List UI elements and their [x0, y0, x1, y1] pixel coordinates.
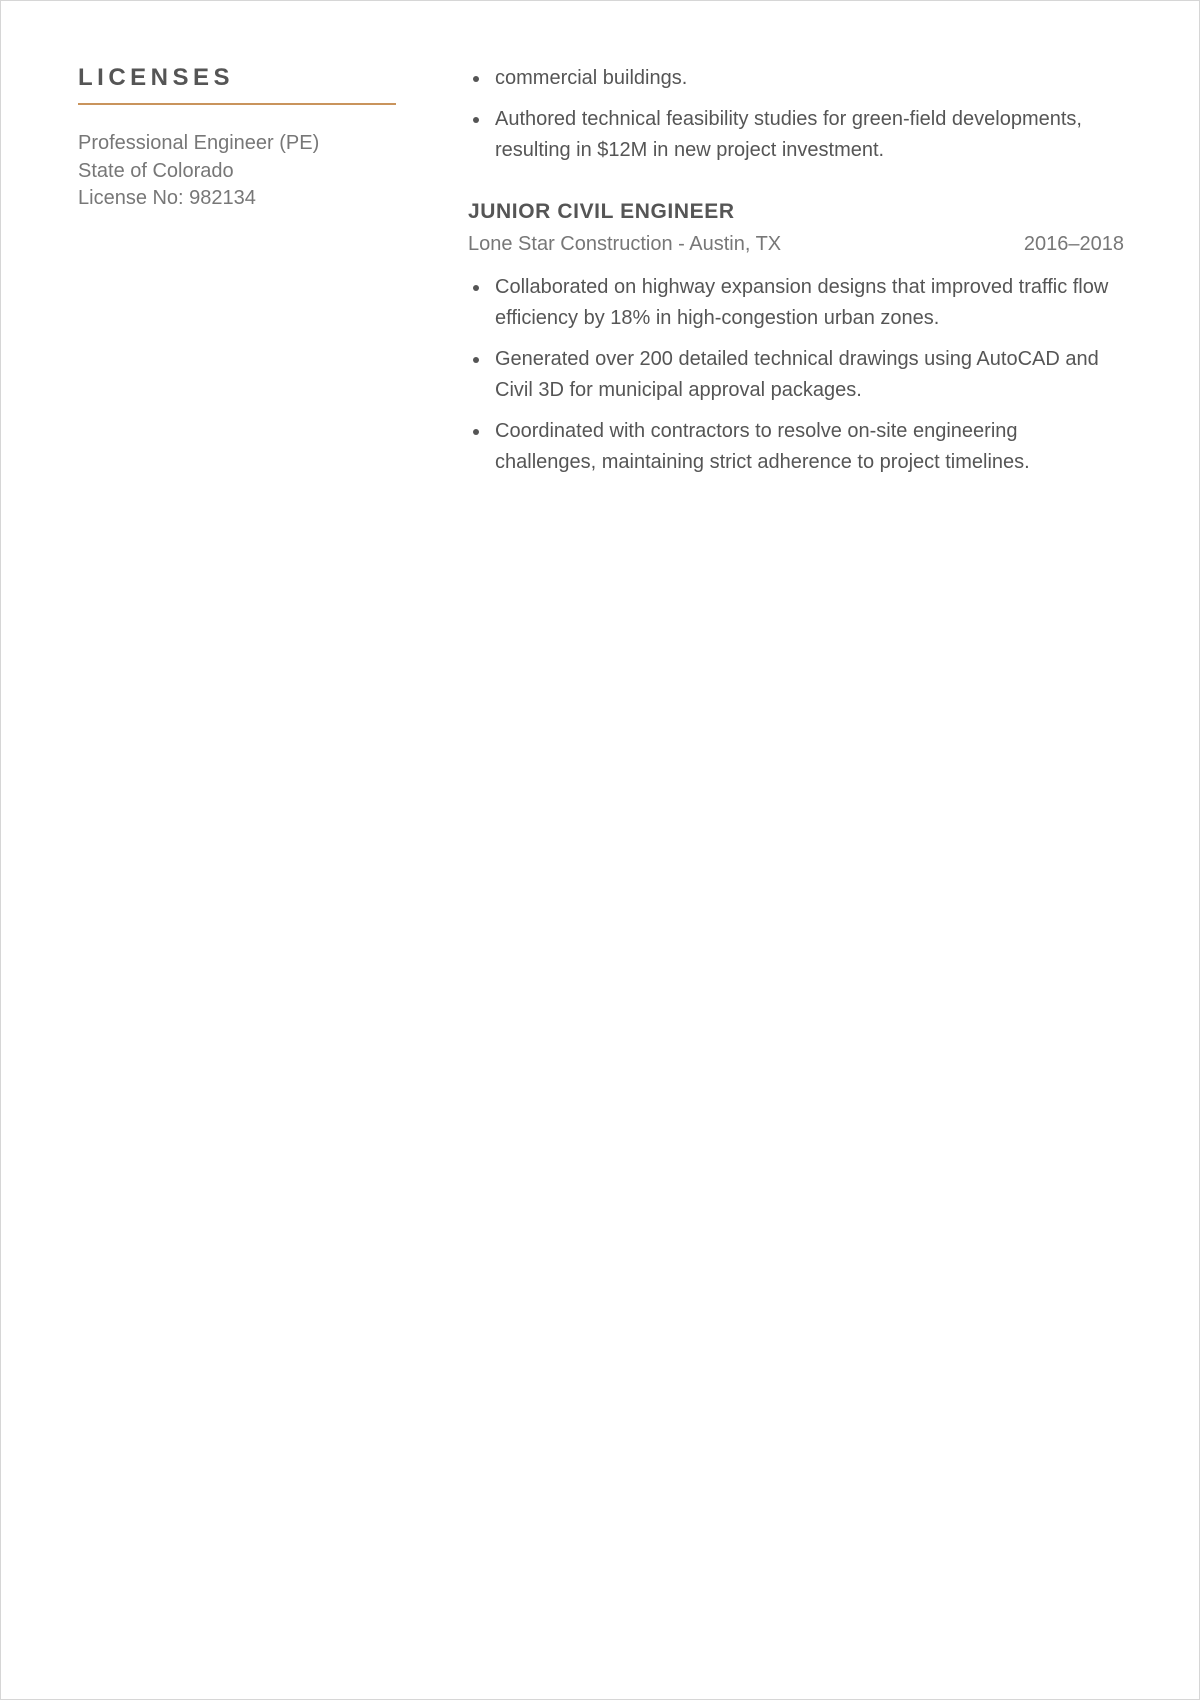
bullet-item [468, 63, 1124, 94]
bullet-text: Collaborated on highway expansion designs that improved traffic flow efficiency by 18% in high-congestion urban zones. [495, 276, 1109, 329]
bullet-dot-icon [473, 117, 479, 123]
bullet-text: Generated over 200 detailed technical drawings using AutoCAD and Civil 3D for municipal approval packages. [495, 348, 1099, 401]
bullet-dot-icon [473, 285, 479, 291]
license-state: State of Colorado [78, 159, 234, 182]
job-meta [468, 230, 1124, 258]
bullet-dot-icon [473, 76, 479, 82]
bullet-text: Coordinated with contractors to resolve on-site engineering challenges, maintaining strict adherence to project timelines. [495, 420, 1030, 473]
bullet-text: commercial buildings. [495, 67, 688, 89]
job-title: JUNIOR CIVIL ENGINEER [468, 200, 735, 223]
licenses-section [78, 63, 396, 213]
job-bullet-list [468, 272, 1124, 478]
continued-bullet-list [468, 63, 1124, 166]
bullet-item [468, 272, 1124, 334]
job-company: Lone Star Construction - Austin, TX [468, 233, 782, 255]
license-number: License No: 982134 [78, 187, 256, 209]
job-entry [468, 198, 1124, 478]
bullet-item [468, 416, 1124, 478]
license-title: Professional Engineer (PE) [78, 132, 320, 154]
bullet-text: Authored technical feasibility studies for green-field developments, resulting in $12M in new project investment. [495, 108, 1082, 161]
section-divider [78, 103, 396, 105]
bullet-dot-icon [473, 429, 479, 435]
licenses-heading: LICENSES [78, 64, 235, 91]
license-details [78, 130, 396, 213]
sidebar [78, 63, 396, 213]
bullet-item [468, 104, 1124, 166]
job-dates: 2016–2018 [1023, 233, 1124, 255]
experience-column [468, 63, 1124, 488]
bullet-dot-icon [473, 357, 479, 363]
bullet-item [468, 344, 1124, 406]
